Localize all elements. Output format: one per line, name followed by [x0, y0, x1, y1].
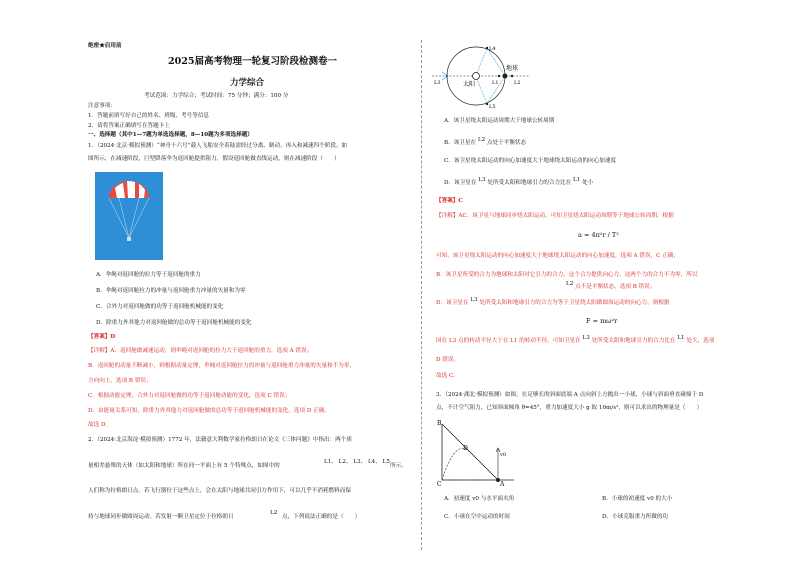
- q3-stem: 点，不计空气阻力，已知斜面倾角 θ=45°，重力加速度大小 g 取 10m/s²，则可以求出的物理量是（ ）: [436, 405, 703, 411]
- l3-label: L3: [434, 80, 441, 86]
- q2-stem: 2．（2024·北京海淀·模拟预测）1772 年，法籍意大利数学家拉格朗日在论文《三体问题》中指出：两个质: [88, 437, 352, 443]
- point-c-label: C: [437, 481, 442, 488]
- lagrange-point-label: L4: [367, 459, 376, 465]
- q1-analysis: 方向向上，选项 B 错误；: [88, 378, 152, 384]
- q2-analysis: D．该卫星在 L3 处所受太阳和地球引力的合力为等于卫星绕太阳做圆周运动的向心力，则根据: [436, 297, 670, 306]
- lagrange-point-label: L3: [470, 297, 478, 303]
- lagrange-point-label: L5: [382, 459, 390, 465]
- q2-analysis: L2 点不是平衡状态，选项 B 错误；: [566, 281, 656, 290]
- q3-option-c: C．小球在空中运动的时间: [444, 514, 510, 520]
- q2-stem: 人们称为拉格朗日点。若飞行器位于这些点上，会在太阳与地球共同引力作用下，可以几乎不消耗燃料而保: [88, 488, 351, 494]
- q1-analysis: 【详解】A．返回舱做减速运动，则伞绳对返回舱的拉力大于返回舱的重力，选项 A 错误；: [88, 348, 313, 354]
- q1-option-c: C．合外力对返回舱做的功等于返回舱机械能的变化: [96, 304, 224, 310]
- q1-analysis: 故选 D。: [88, 422, 112, 428]
- column-divider: [421, 40, 422, 550]
- q2-option-d: D．该卫星在 L3 处所受太阳和地球引力的合力比在 L1 处小: [444, 177, 594, 186]
- lagrange-point-label: L1: [677, 335, 685, 341]
- earth-label: 地球: [506, 65, 519, 72]
- formula-force: F = mω²r: [586, 317, 618, 325]
- q2-option-a: A．该卫星绕太阳运动周期大于地球公转周期: [444, 118, 555, 124]
- lagrange-point-label: L3: [478, 177, 486, 183]
- lagrange-point-label: L2: [270, 510, 278, 516]
- q2-option-c: C．该卫星绕太阳运动的向心加速度大于地球绕太阳运动的向心加速度: [444, 158, 617, 164]
- lagrange-point-label: L3: [582, 335, 590, 341]
- q3-stem: 3．（2024·湖北·模拟预测）如图，在足够长的斜面底端 A 点向斜上方抛出一小球，小球与斜面垂直碰撞于 D: [436, 392, 704, 398]
- secret-label: 绝密★启用前: [88, 43, 122, 49]
- q2-stem: 点，下列说法正确的是（ ）: [282, 514, 361, 520]
- q1-option-b: B．伞绳对返回舱拉力的冲量与返回舱重力冲量的矢量和为零: [96, 288, 246, 294]
- lagrange-point-label: L1: [324, 459, 332, 465]
- q2-point-list: L1、 L2、 L3、 L4、 L5: [324, 459, 390, 465]
- q1-analysis: B．返回舱的动量不断减小，则根据动量定理，伞绳对返回舱拉力的冲量与返回舱重力冲量的矢量和不为零，: [88, 363, 356, 369]
- note-item: 2．请将答案正确填写在答题卡上: [88, 123, 170, 129]
- q2-analysis: 可知，该卫星绕太阳运动的向心加速度大于地球绕太阳运动的向心加速度，选项 A 错误，C 正确；: [436, 253, 679, 259]
- q2-option-b: B．该卫星在 L2 点处于平衡状态: [444, 137, 527, 146]
- note-item: 1．答题前填写好自己的姓名、班级、考号等信息: [88, 113, 210, 119]
- q2-stem: 量相差悬殊的天体（如太阳和地球）所在同一平面上有 5 个特殊点，如图中的: [88, 463, 280, 469]
- lagrange-diagram: [430, 40, 540, 110]
- q1-option-d: D．除重力外其他力对返回舱做的总功等于返回舱机械能的变化: [96, 320, 252, 326]
- v0-label: v0: [500, 452, 507, 458]
- point-d-label: D: [463, 445, 468, 452]
- q2-stem: 持与地球同步做圆周运动。若发射一颗卫星定位于拉格朗日: [88, 514, 234, 520]
- lagrange-point-label: L2: [338, 459, 346, 465]
- lagrange-point-label: L3: [353, 459, 361, 465]
- q2-analysis: B．该卫星所受的合力为地球和太阳对它引力的合力，这个合力提供向心力，这两个力的合力不为零，所以: [436, 272, 698, 278]
- q1-stem: 1．（2024·北京·模拟预测）“神舟十六号”载人飞船安全着陆需经过分离、制动、再入和减速四个阶段。如: [88, 143, 348, 149]
- l5-label: L5: [489, 104, 496, 110]
- q2-stem: 所示，: [390, 463, 407, 469]
- q1-stem: 图所示，在减速阶段，巨型降落伞为返回舱提供阻力，假设返回舱做直线运动，则在减速阶段（ ）: [88, 156, 340, 162]
- q2-analysis: 因在 L3 点的转动半径大于在 L1 的转动半径，可知卫星在 L3 处所受太阳和地球引力的合力比在 L1 处大，选项: [436, 335, 715, 344]
- page-subtitle: 力学综合: [230, 78, 265, 88]
- lagrange-point-label: L2: [566, 281, 574, 287]
- lagrange-point-label: L1: [573, 177, 581, 183]
- l1-label: L1: [492, 80, 499, 86]
- lagrange-point-label: L2: [477, 137, 486, 143]
- l2-label: L2: [514, 80, 521, 86]
- point-b-label: B: [437, 420, 442, 427]
- q1-analysis: C．根据动能定理，合外力对返回舱做的功等于返回舱动能的变化，选项 C 错误；: [88, 393, 291, 399]
- q2-analysis: 【详解】AC．该卫星与地球同步绕太阳运动，可知卫星绕太阳运动周期等于地球公转周期，根据: [436, 213, 674, 219]
- section-heading: 一、选择题（其中1—7题为单选选择题，8—10题为多项选择题）: [88, 132, 253, 138]
- q1-analysis: D．由能量关系可知，除重力外其他力对返回舱做的总功等于返回舱机械能的变化，选项 D 正确。: [88, 408, 330, 414]
- q2-answer: 【答案】C: [436, 198, 463, 204]
- notes-heading: 注意事项：: [88, 103, 116, 109]
- q2-analysis: 故选 C。: [436, 373, 459, 379]
- sun-label: 太阳: [463, 81, 476, 88]
- q1-option-a: A．伞绳对返回舱的拉力等于返回舱的重力: [96, 272, 201, 278]
- exam-info: 考试范围：力学综合；考试时间：75 分钟；满分：100 分: [144, 93, 289, 99]
- l4-label: L4: [489, 46, 496, 52]
- q3-option-d: D．小球克服重力所做的功: [602, 514, 669, 520]
- incline-diagram: [436, 418, 526, 488]
- page-title: 2025届高考物理一轮复习阶段检测卷一: [168, 56, 337, 67]
- q1-answer: 【答案】D: [88, 334, 116, 340]
- q3-option-a: A．初速度 v0 与水平面夹角: [444, 496, 515, 502]
- point-a-label: A: [500, 481, 505, 488]
- q2-analysis: D 错误。: [436, 357, 460, 363]
- q3-option-b: B．小球的初速度 v0 的大小: [602, 496, 673, 502]
- parachute-photo: [95, 172, 163, 260]
- formula-acceleration: a = 4π²r / T²: [578, 231, 619, 239]
